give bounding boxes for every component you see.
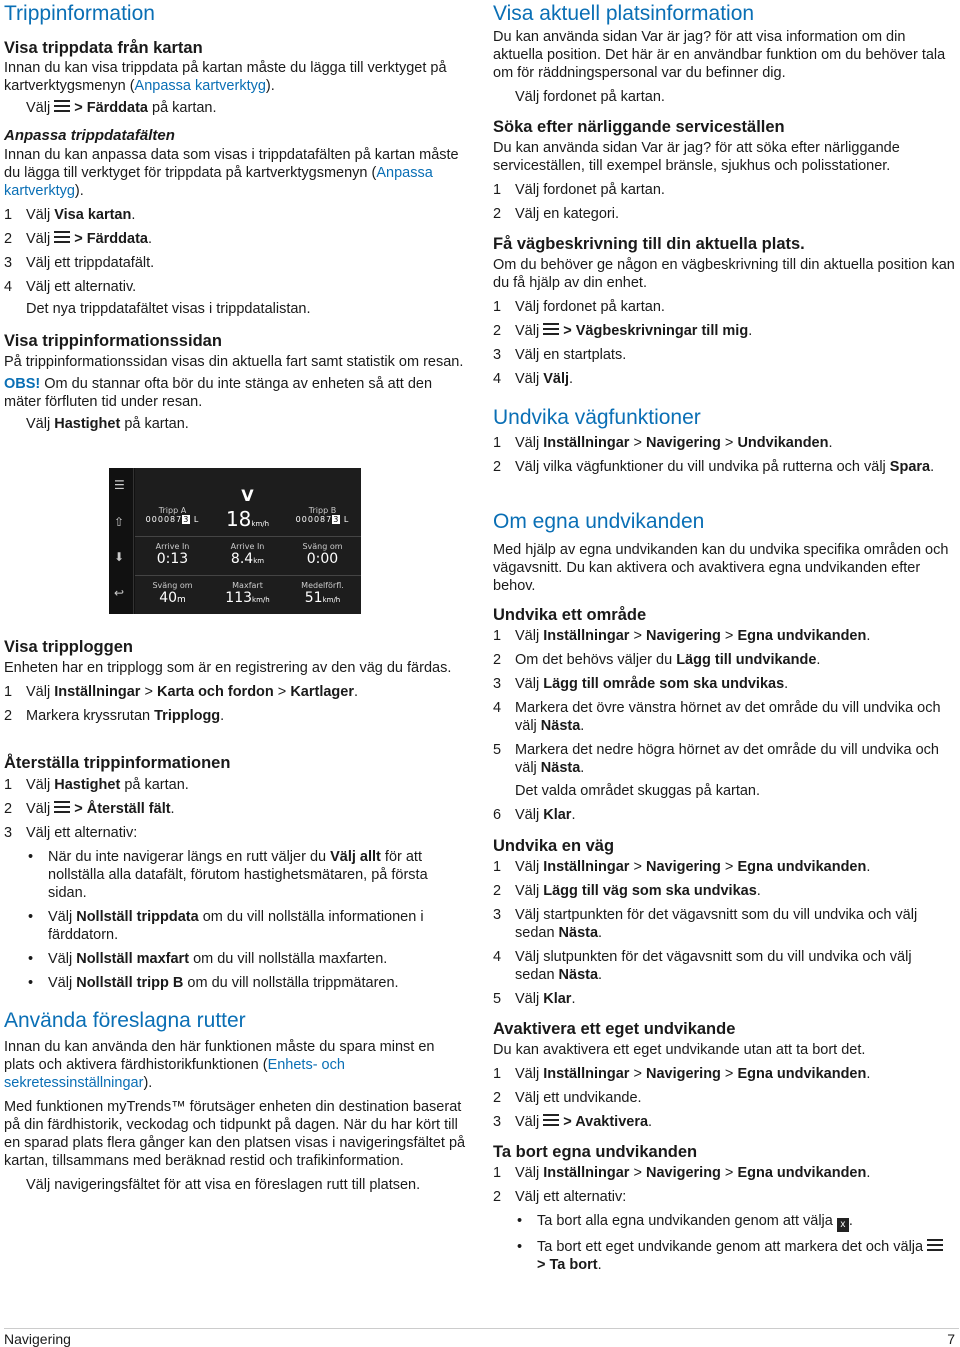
section-title-trip-info: Trippinformation: [4, 2, 155, 25]
step-4: 4 Markera det övre vänstra hörnet av det område du vill undvika och välj Nästa.: [493, 700, 941, 734]
suggested-intro: Innan du kan använda den här funktionen måste du spara minst en plats och aktivera färdhistorikfunktionen (Enhets- och sekretessinställningar).: [4, 1039, 435, 1091]
step-4: 4 Välj Välj.: [493, 371, 574, 387]
screen-speed: V 18km/h: [210, 486, 285, 531]
step-1: 1 Välj Inställningar > Navigering > Egna undvikanden.: [493, 859, 871, 875]
step-4: 4 Välj slutpunkten för det vägavsnitt som du vill undvika och välj sedan Nästa.: [493, 949, 912, 983]
screen-field: Sväng om 40m: [152, 581, 193, 606]
trip-info-screenshot: [109, 468, 361, 614]
trip-data-step: Välj > Färddata på kartan.: [26, 100, 217, 116]
step-2: 2 Välj Lägg till väg som ska undvikas.: [493, 883, 761, 899]
page-footer: [4, 1328, 959, 1347]
link-customize-map-tools-2[interactable]: Anpassa kartverktyg: [4, 165, 433, 199]
trash-icon: x: [837, 1218, 849, 1232]
step-4: 4 Välj ett alternativ.: [4, 279, 137, 295]
menu-icon: [543, 1114, 559, 1127]
heading-avoid-road: Undvika en väg: [493, 837, 615, 855]
trip-info-step: Välj Hastighet på kartan.: [26, 416, 189, 432]
heading-trip-info-page: Visa trippinformationssidan: [4, 332, 222, 350]
step-2: 2 Välj > Färddata.: [4, 231, 153, 247]
step-2: 2 Välj > Vägbeskrivningar till mig.: [493, 323, 753, 339]
step-2: 2 Välj ett undvikande.: [493, 1090, 642, 1106]
step-3: 3 Välj > Avaktivera.: [493, 1114, 653, 1130]
step-2: 2 Välj ett alternativ:: [493, 1189, 627, 1205]
heading-nearby-services: Söka efter närliggande serviceställen: [493, 118, 785, 136]
services-intro: Du kan använda sidan Var är jag? för att söka efter närliggande serviceställen, till exempel bränsle, sjukhus och polisstationer.: [493, 140, 900, 174]
directions-intro: Om du behöver ge någon en vägbeskrivning till din aktuella position kan du få hjälp av din enhet.: [493, 257, 955, 291]
screen-field: Sväng om 0:00: [302, 542, 343, 567]
suggested-step: Välj navigeringsfältet för att visa en föreslagen rutt till platsen.: [26, 1177, 421, 1193]
screen-sidebar: [109, 468, 134, 614]
menu-icon: [54, 231, 70, 244]
step-3: 3 Välj ett alternativ:: [4, 825, 138, 841]
heading-show-trip-data: Visa trippdata från kartan: [4, 39, 203, 57]
bullet-item: • Ta bort alla egna undvikanden genom att välja x .: [517, 1213, 853, 1230]
bullet-item: • Välj Nollställ tripp B om du vill nollställa trippmätaren.: [28, 975, 399, 991]
trip-info-page-intro: På trippinformationssidan visas din aktuella fart samt statistik om resan.: [4, 354, 464, 370]
screen-field: Arrive In 0:13: [155, 542, 190, 567]
customize-intro: Innan du kan anpassa data som visas i trippdatafälten på kartan måste du lägga till verktyget för trippdata på kartverktygsmenyn (Anpassa kartverktyg).: [4, 147, 459, 199]
step-2: 2 Välj > Återställ fält.: [4, 801, 175, 817]
step-1: 1 Välj Inställningar > Karta och fordon > Kartlager.: [4, 684, 359, 700]
heading-reset-trip: Återställa trippinformationen: [4, 754, 231, 772]
link-privacy-settings[interactable]: Enhets- och sekretessinställningar: [4, 1057, 345, 1091]
section-title-own-avoidances: Om egna undvikanden: [493, 510, 705, 533]
trip-log-intro: Enheten har en tripplogg som är en registrering av den väg du färdas.: [4, 660, 452, 676]
step-5: 5 Markera det nedre högra hörnet av det område du vill undvika och välj Nästa.: [493, 742, 939, 776]
location-intro: Du kan använda sidan Var är jag? för att visa information om din aktuella position. Det här är en användbar funktion om du behöver tala om för räddningspersonal var du befinner dig.: [493, 29, 946, 81]
step-1: 1 Välj Inställningar > Navigering > Egna undvikanden.: [493, 628, 871, 644]
bullet-item: • Välj Nollställ trippdata om du vill nollställa informationen i färddatorn.: [28, 909, 424, 943]
screen-up-icon: ⇧: [114, 515, 125, 529]
step-1: 1 Välj fordonet på kartan.: [493, 182, 665, 198]
own-avoidances-intro: Med hjälp av egna undvikanden kan du undvika specifika områden och vägavsnitt. Du kan aktivera och avaktivera egna undvikanden efter behov.: [493, 542, 949, 594]
screen-field: Medelförfl. 51km/h: [301, 581, 344, 606]
trip-data-intro: Innan du kan visa trippdata på kartan måste du lägga till verktyget på kartverktygsmenyn (Anpassa kartverktyg).: [4, 60, 447, 94]
bullet-item: • Ta bort ett eget undvikande genom att markera det och välja > Ta bort.: [493, 1238, 955, 1274]
step-1: 1 Välj Inställningar > Navigering > Egna undvikanden.: [493, 1066, 871, 1082]
note: OBS! Om du stannar ofta bör du inte stänga av enheten så att den mäter förfluten tid under resan.: [4, 376, 433, 410]
step-5: 5 Välj Klar.: [493, 991, 576, 1007]
screen-trip-b: Tripp B 0000873 L: [295, 506, 350, 524]
step-3: 3 Välj ett trippdatafält.: [4, 255, 155, 271]
screen-back-icon: ↩: [114, 586, 125, 600]
menu-icon: [927, 1239, 943, 1252]
heading-delete-avoidances: Ta bort egna undvikanden: [493, 1143, 698, 1161]
menu-icon: [543, 323, 559, 336]
menu-icon: [54, 801, 70, 814]
step-result: Det valda området skuggas på kartan.: [515, 783, 761, 799]
screen-menu-icon: ☰: [114, 478, 125, 492]
step-2: 2 Om det behövs väljer du Lägg till undvikande.: [493, 652, 821, 668]
section-title-suggested-routes: Använda föreslagna rutter: [4, 1009, 246, 1032]
heading-deactivate-avoidance: Avaktivera ett eget undvikande: [493, 1020, 736, 1038]
step-3: 3 Välj startpunkten för det vägavsnitt som du vill undvika och välj sedan Nästa.: [493, 907, 918, 941]
step-1: 1 Välj Inställningar > Navigering > Egna undvikanden.: [493, 1165, 871, 1181]
compass-icon: V: [241, 486, 254, 505]
link-customize-map-tools[interactable]: Anpassa kartverktyg: [134, 78, 266, 94]
screen-trip-a: Tripp A 0000873 L: [145, 506, 200, 524]
screen-field: Maxfart 113km/h: [225, 581, 270, 606]
location-step: Välj fordonet på kartan.: [515, 89, 665, 105]
step-1: 1 Välj Inställningar > Navigering > Undvikanden.: [493, 435, 833, 451]
step-6: 6 Välj Klar.: [493, 807, 576, 823]
step-1: 1 Välj fordonet på kartan.: [493, 299, 665, 315]
step-1: 1 Välj Visa kartan.: [4, 207, 136, 223]
step-1: 1 Välj Hastighet på kartan.: [4, 777, 189, 793]
step-2: 2 Markera kryssrutan Tripplogg.: [4, 708, 225, 724]
bullet-item: • Välj Nollställ maxfart om du vill nollställa maxfarten.: [28, 951, 388, 967]
heading-customize-trip-fields: Anpassa trippdatafälten: [4, 127, 175, 144]
heading-directions: Få vägbeskrivning till din aktuella plats.: [493, 235, 805, 253]
screen-main: [135, 468, 361, 614]
step-3: 3 Välj en startplats.: [493, 347, 627, 363]
deactivate-intro: Du kan avaktivera ett eget undvikande utan att ta bort det.: [493, 1042, 866, 1058]
heading-avoid-area: Undvika ett område: [493, 606, 647, 624]
page-number: 7: [947, 1331, 955, 1347]
mytrends-text: Med funktionen myTrends™ förutsäger enheten din destination baserat på din färdhistorik, veckodag och tidpunkt på dagen. När du har kört till en sparad plats flera gånger kan den platsen visas i navigeringsfältet på kartan, tillsammans med beräknad restid och trafikinformation.: [4, 1099, 466, 1169]
section-title-avoid-road: Undvika vägfunktioner: [493, 406, 701, 429]
footer-section: Navigering: [4, 1331, 71, 1347]
step-2: 2 Välj vilka vägfunktioner du vill undvika på rutterna och välj Spara.: [493, 459, 935, 475]
heading-trip-log: Visa tripploggen: [4, 638, 133, 656]
section-title-location-info: Visa aktuell platsinformation: [493, 2, 755, 25]
step-result: Det nya trippdatafältet visas i trippdatalistan.: [26, 301, 311, 317]
step-3: 3 Välj Lägg till område som ska undvikas.: [493, 676, 789, 692]
step-2: 2 Välj en kategori.: [493, 206, 619, 222]
screen-down-icon: ⬇: [114, 550, 125, 564]
menu-icon: [54, 100, 70, 113]
bullet-item: • När du inte navigerar längs en rutt väljer du Välj allt för att nollställa alla datafält, förutom hastighetsmätaren, på första sidan.: [28, 849, 428, 901]
screen-field: Arrive In 8.4km: [230, 542, 265, 567]
